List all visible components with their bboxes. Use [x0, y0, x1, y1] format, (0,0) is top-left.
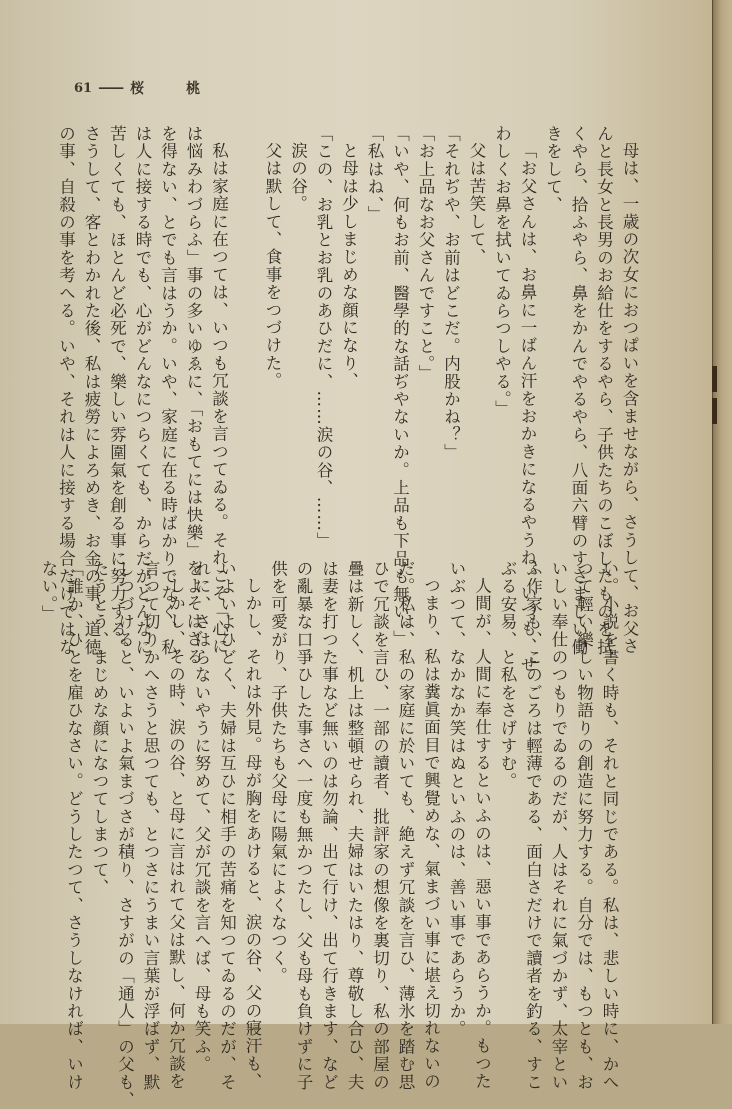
text-column: さうして、客とわかれた後、私は疲勞によろめき、お金の事、道徳: [82, 125, 101, 656]
text-column: は悩みわづらふ」事の多いゆゑに、「おもてには快樂」をよそはざる: [184, 125, 203, 666]
text-column: しかし、それは外見。母が胸をあけると、涙の谷、父の寢汗も、: [243, 577, 262, 1091]
text-column: だ。私は、私の家庭に於いても、絶えず冗談を言ひ、薄氷を踏む思: [396, 560, 415, 1091]
text-column: 苦しくても、ほとんど必死で、樂しい雰圍氣を創る事に努力する。: [107, 125, 127, 656]
text-column: の亂暴な口爭ひした事さへ一度も無かつたし、父も母も負けずに子: [294, 560, 313, 1091]
text-block-top: [53, 125, 642, 673]
text-column: れに、さはらないやうに努めて、父が冗談を言へば、母も笑ふ。: [192, 560, 211, 1074]
header-dash: ——: [98, 80, 123, 96]
text-column: くやら、拾ふやら、鼻をかんでやるやら、八面六臂のすさまじい働: [569, 125, 588, 656]
text-column: いしい奉仕のつもりでゐるのだが、人はそれに氣づかず、太宰とい: [549, 560, 568, 1091]
text-column: つて輕い樂しい物語りの創造に努力する。自分では、もつとも、お: [574, 560, 594, 1091]
text-column: 「この、お乳とお乳のあひだに、……涙の谷、……」: [314, 125, 333, 550]
chapter-title-char-2: 桃: [186, 81, 201, 97]
text-column: いよいよひどく、夫婦は互ひに相手の苦痛を知つてゐるのだが、そ: [217, 560, 237, 1091]
text-block-bottom: [36, 560, 623, 1109]
text-column: 涙の谷。: [288, 142, 308, 213]
text-column: を得ない、とでも言はうか。いや、家庭に在る時ばかりでなく、私: [158, 125, 178, 656]
text-column: い。小説を書く時も、それと同じである。私は、悲しい時に、かへ: [600, 560, 619, 1091]
text-column: 父は默して、食事をつづけた。: [263, 142, 282, 390]
page-edge: [712, 0, 732, 1024]
text-column: 言つて切りかへさうと思つても、とつさにうまい言葉が浮ばず、默: [141, 560, 160, 1091]
text-column: 「私はね、」: [365, 125, 384, 223]
running-header: [74, 78, 214, 98]
text-column: しかし、その時、涙の谷、と母に言はれて父は默し、何か冗談を: [166, 577, 186, 1091]
text-column: ふ作家も、このごろは輕薄である、面白さだけで讀者を釣る、すこ: [523, 560, 543, 1091]
text-column: ぶる安易、と私をさげすむ。: [498, 560, 517, 791]
binding-mark: [712, 398, 717, 424]
text-column: は妻を打つた事など無いのは勿論、出て行け、出て行きます、など: [319, 560, 339, 1091]
paragraph-gap: [232, 125, 260, 535]
text-column: 母は、一歳の次女におつぱいを含ませながら、さうして、お父さ: [620, 142, 639, 656]
text-column: いぶつて、なかなか笑はぬといふのは、善い事であらうか。: [447, 560, 466, 1038]
text-column: 私は家庭に在つては、いつも冗談を言つてゐる。それこそ「心に: [209, 142, 229, 656]
text-column: と母は少しまじめな顔になり、: [339, 142, 359, 390]
text-column: たうとう、まじめな顔になつてしまつて、: [90, 560, 109, 897]
text-column: は人に接する時でも、心がどんなにつらくても、からだがどんなに: [133, 125, 152, 656]
text-column: 疊は新しく、机上は整頓せられ、夫婦はいたはり、尊敬し合ひ、夫: [345, 560, 364, 1091]
text-column: きをして、: [543, 125, 563, 214]
text-column: わしくお鼻を拭いてゐらつしやる。」: [492, 125, 512, 418]
text-column: ない。」: [39, 560, 58, 623]
binding-mark: [712, 366, 717, 392]
chapter-title-char-1: 桜: [130, 81, 145, 97]
text-column: つまり、私は糞眞面目で興覺めな、氣まづい事に堪え切れないの: [421, 577, 441, 1091]
text-column: の事、自殺の事を考へる。いや、それは人に接する場合だけではな: [56, 125, 76, 656]
page-number: 61: [74, 80, 93, 96]
text-column: 供を可愛がり、子供たちも父母に陽氣によくなつく。: [268, 560, 288, 985]
text-column: んと長女と長男のお給仕をするやら、子供たちのこぼしたものを拭: [594, 125, 614, 656]
text-column: 「誰か、ひとを雇ひなさい。どうしたつて、さうしなければ、いけ: [64, 560, 84, 1091]
text-column: 父は苦笑して、: [467, 142, 486, 266]
text-column: 人間が、人間に奉仕するといふのは、惡い事であらうか。もつた: [472, 577, 492, 1091]
text-column: 「お父さんは、お鼻に一ばん汗をおかきになるやうね。いつも、せ: [518, 142, 537, 673]
text-column: 「それぢや、お前はどこだ。内股かね？」: [441, 125, 461, 462]
text-column: 「お上品なお父さんですこと。」: [416, 125, 435, 383]
text-column: ひで冗談を言ひ、一部の讀者、批評家の想像を裏切り、私の部屋の: [370, 560, 390, 1091]
text-column: しつづけると、いよいよ氣まづさが積り、さすがの「通人」の父も、: [115, 560, 135, 1109]
text-column: 「いや、何もお前、醫學的な話ぢやないか。上品も下品も無い。」: [390, 125, 410, 648]
